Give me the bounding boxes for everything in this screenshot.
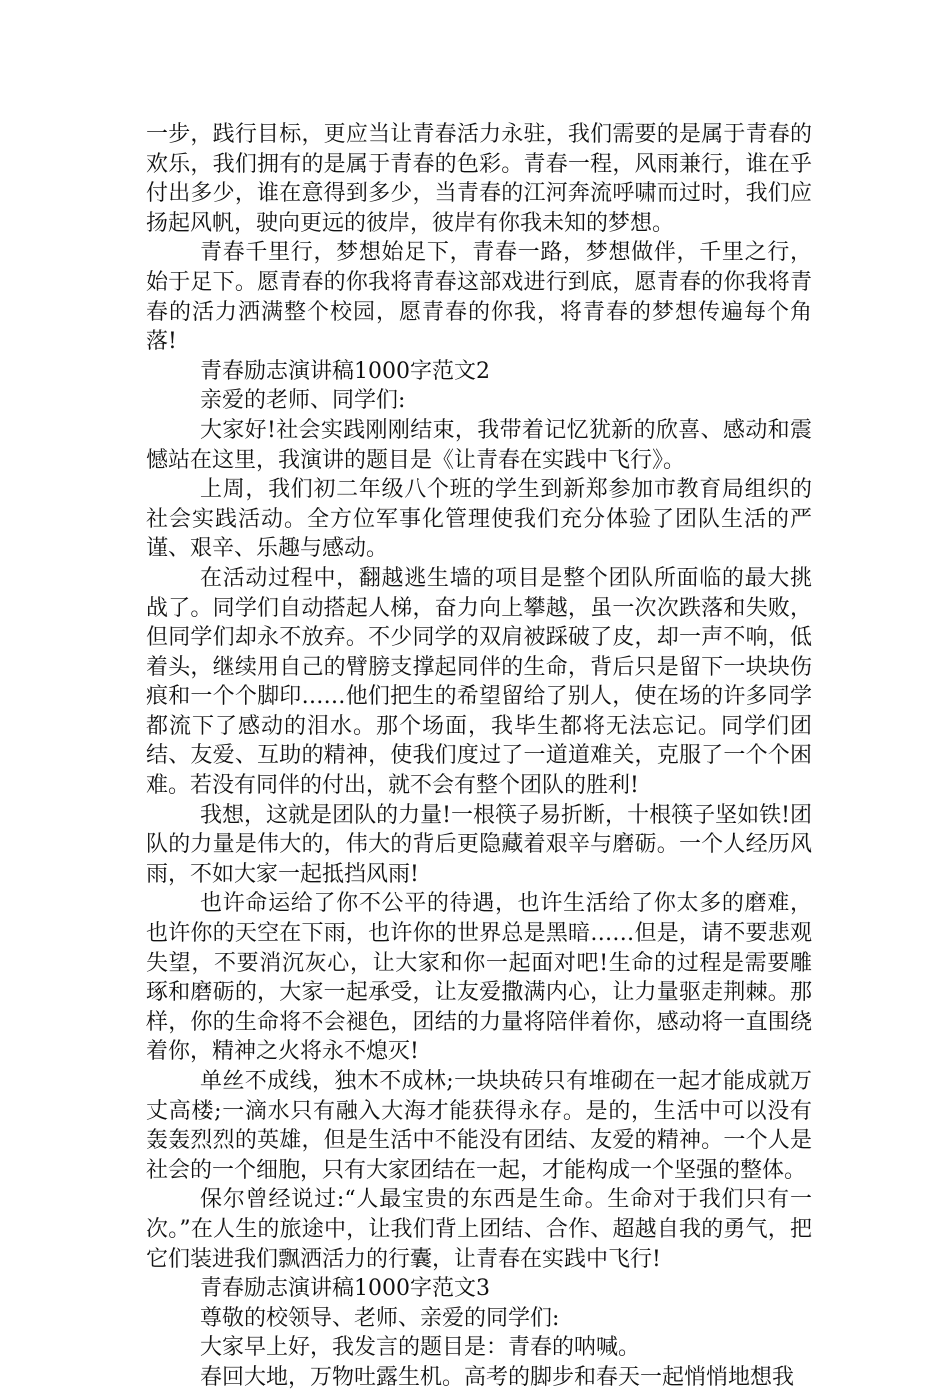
section-heading: 青春励志演讲稿1000字范文3 [200, 1276, 490, 1302]
paragraph: 青春千里行，梦想始足下，青春一路，梦想做伴，千里之行，始于足下。愿青春的你我将青春这部戏进行到底，愿青春的你我将青春的活力洒满整个校园，愿青春的你我，将青春的梦想传遍每个角落! [146, 240, 812, 355]
paragraph: 大家早上好，我发言的题目是：青春的呐喊。 [200, 1335, 641, 1361]
paragraph: 大家好!社会实践刚刚结束，我带着记忆犹新的欣喜、感动和震憾站在这里，我演讲的题目是《让青春在实践中飞行》。 [146, 417, 812, 473]
section-heading: 青春励志演讲稿1000字范文2 [200, 358, 490, 384]
document-page [146, 120, 812, 1393]
paragraph: 我想，这就是团队的力量!一根筷子易折断，十根筷子坚如铁!团队的力量是伟大的，伟大的背后更隐藏着艰辛与磨砺。一个人经历风雨，不如大家一起抵挡风雨! [146, 802, 812, 887]
salutation: 亲爱的老师、同学们: [200, 388, 406, 414]
paragraph: 春回大地，万物吐露生机。高考的脚步和春天一起悄悄地想我 [200, 1364, 795, 1390]
paragraph: 单丝不成线，独木不成林;一块块砖只有堆砌在一起才能成就万丈高楼;一滴水只有融入大海才能获得永存。是的，生活中可以没有轰轰烈烈的英雄，但是生活中不能没有团结、友爱的精神。一个人是社会的一个细胞，只有大家团结在一起，才能构成一个坚强的整体。 [146, 1069, 812, 1183]
paragraph: 也许命运给了你不公平的待遇，也许生活给了你太多的磨难，也许你的天空在下雨，也许你的世界总是黑暗……但是，请不要悲观失望，不要消沉灰心，让大家和你一起面对吧!生命的过程是需要雕琢和磨砺的，大家一起承受，让友爱撒满内心，让力量驱走荆棘。那样，你的生命将不会褪色，团结的力量将陪伴着你，感动将一直围绕着你，精神之火将永不熄灭! [146, 891, 812, 1065]
salutation: 尊敬的校领导、老师、亲爱的同学们: [200, 1305, 560, 1331]
paragraph: 上周，我们初二年级八个班的学生到新郑参加市教育局组织的社会实践活动。全方位军事化管理使我们充分体验了团队生活的严谨、艰辛、乐趣与感动。 [146, 477, 812, 562]
paragraph: 保尔曾经说过:“人最宝贵的东西是生命。生命对于我们只有一次。”在人生的旅途中，让我们背上团结、合作、超越自我的勇气，把它们装进我们飘洒活力的行囊，让青春在实践中飞行! [146, 1187, 812, 1272]
paragraph: 在活动过程中，翻越逃生墙的项目是整个团队所面临的最大挑战了。同学们自动搭起人梯，奋力向上攀越，虽一次次跌落和失败，但同学们却永不放弃。不少同学的双肩被踩破了皮，却一声不响，低着头，继续用自己的臂膀支撑起同伴的生命，背后只是留下一块块伤痕和一个个脚印……他们把生的希望留给了别人，使在场的许多同学都流下了感动的泪水。那个场面，我毕生都将无法忘记。同学们团结、友爱、互助的精神，使我们度过了一道道难关，克服了一个个困难。若没有同伴的付出，就不会有整个团队的胜利! [146, 565, 812, 799]
paragraph: 一步，践行目标，更应当让青春活力永驻，我们需要的是属于青春的欢乐，我们拥有的是属于青春的色彩。青春一程，风雨兼行，谁在乎付出多少，谁在意得到多少，当青春的江河奔流呼啸而过时，我们应扬起风帆，驶向更远的彼岸，彼岸有你我未知的梦想。 [146, 122, 812, 236]
